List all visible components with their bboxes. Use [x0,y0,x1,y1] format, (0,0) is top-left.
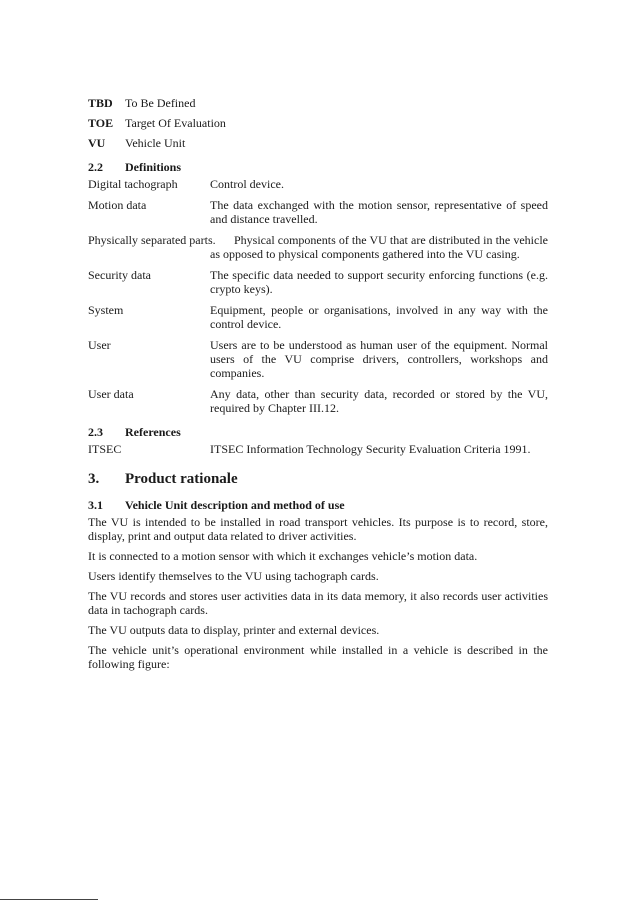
section-title: Definitions [125,160,182,174]
definition-term: Motion data [88,198,147,212]
section-heading-definitions [88,160,548,174]
abbreviation-row [88,116,548,130]
definition-text: Physical components of the VU that are distributed in the vehicle as opposed to physical components gathered into the VU casing. [210,233,548,261]
reference-row [88,442,548,456]
abbreviation-meaning: Target Of Evaluation [125,116,226,130]
chapter-heading [88,470,548,488]
section-title: References [125,425,181,439]
abbreviation-term: TBD [88,96,113,110]
definition-term: User data [88,387,134,401]
abbreviation-meaning: Vehicle Unit [125,136,186,150]
body-paragraph: The VU outputs data to display, printer and external devices. [88,623,380,637]
definition-row [88,268,548,296]
reference-term: ITSEC [88,442,122,456]
body-paragraph: The VU records and stores user activities data in its data memory, it also records user activities data in tachograph cards. [88,589,548,617]
definition-text: The data exchanged with the motion sensor, representative of speed and distance travelled. [210,198,548,226]
definition-row [88,338,548,380]
definition-term: Digital tachograph [88,177,178,191]
footnote-separator [0,899,98,900]
definition-term: Security data [88,268,151,282]
chapter-title: Product rationale [125,471,238,487]
chapter-number: 3. [88,471,100,487]
definition-term: Physically separated parts. [88,233,216,247]
definition-row [88,198,548,226]
definition-row [88,387,548,415]
definition-row [88,233,548,261]
definition-term: User [88,338,111,352]
definition-text: Users are to be understood as human user of the equipment. Normal users of the VU comprise drivers, controllers, workshops and companies. [210,338,548,380]
section-heading-references [88,425,548,439]
document-page [88,96,548,677]
definition-row [88,303,548,331]
subsection-number: 3.1 [88,498,103,512]
section-number: 2.2 [88,160,103,174]
body-paragraph: The VU is intended to be installed in road transport vehicles. Its purpose is to record, store, display, print and output data related to driver activities. [88,515,548,543]
section-number: 2.3 [88,425,103,439]
subsection-heading [88,498,548,512]
definition-term: System [88,303,124,317]
abbreviation-row [88,96,548,110]
body-paragraph: It is connected to a motion sensor with which it exchanges vehicle’s motion data. [88,549,478,563]
body-paragraph: The vehicle unit’s operational environment while installed in a vehicle is described in the following figure: [88,643,548,671]
body-paragraph: Users identify themselves to the VU using tachograph cards. [88,569,379,583]
subsection-title: Vehicle Unit description and method of use [125,498,345,512]
definition-text: Control device. [210,177,284,191]
abbreviation-meaning: To Be Defined [125,96,196,110]
definition-text: Any data, other than security data, recorded or stored by the VU, required by Chapter III.12. [210,387,548,415]
definition-text: The specific data needed to support security enforcing functions (e.g. crypto keys). [210,268,548,296]
reference-text: ITSEC Information Technology Security Evaluation Criteria 1991. [210,442,531,456]
abbreviation-term: TOE [88,116,114,130]
definition-text: Equipment, people or organisations, involved in any way with the control device. [210,303,548,331]
definition-row [88,177,548,191]
abbreviation-term: VU [88,136,106,150]
abbreviation-row [88,136,548,150]
